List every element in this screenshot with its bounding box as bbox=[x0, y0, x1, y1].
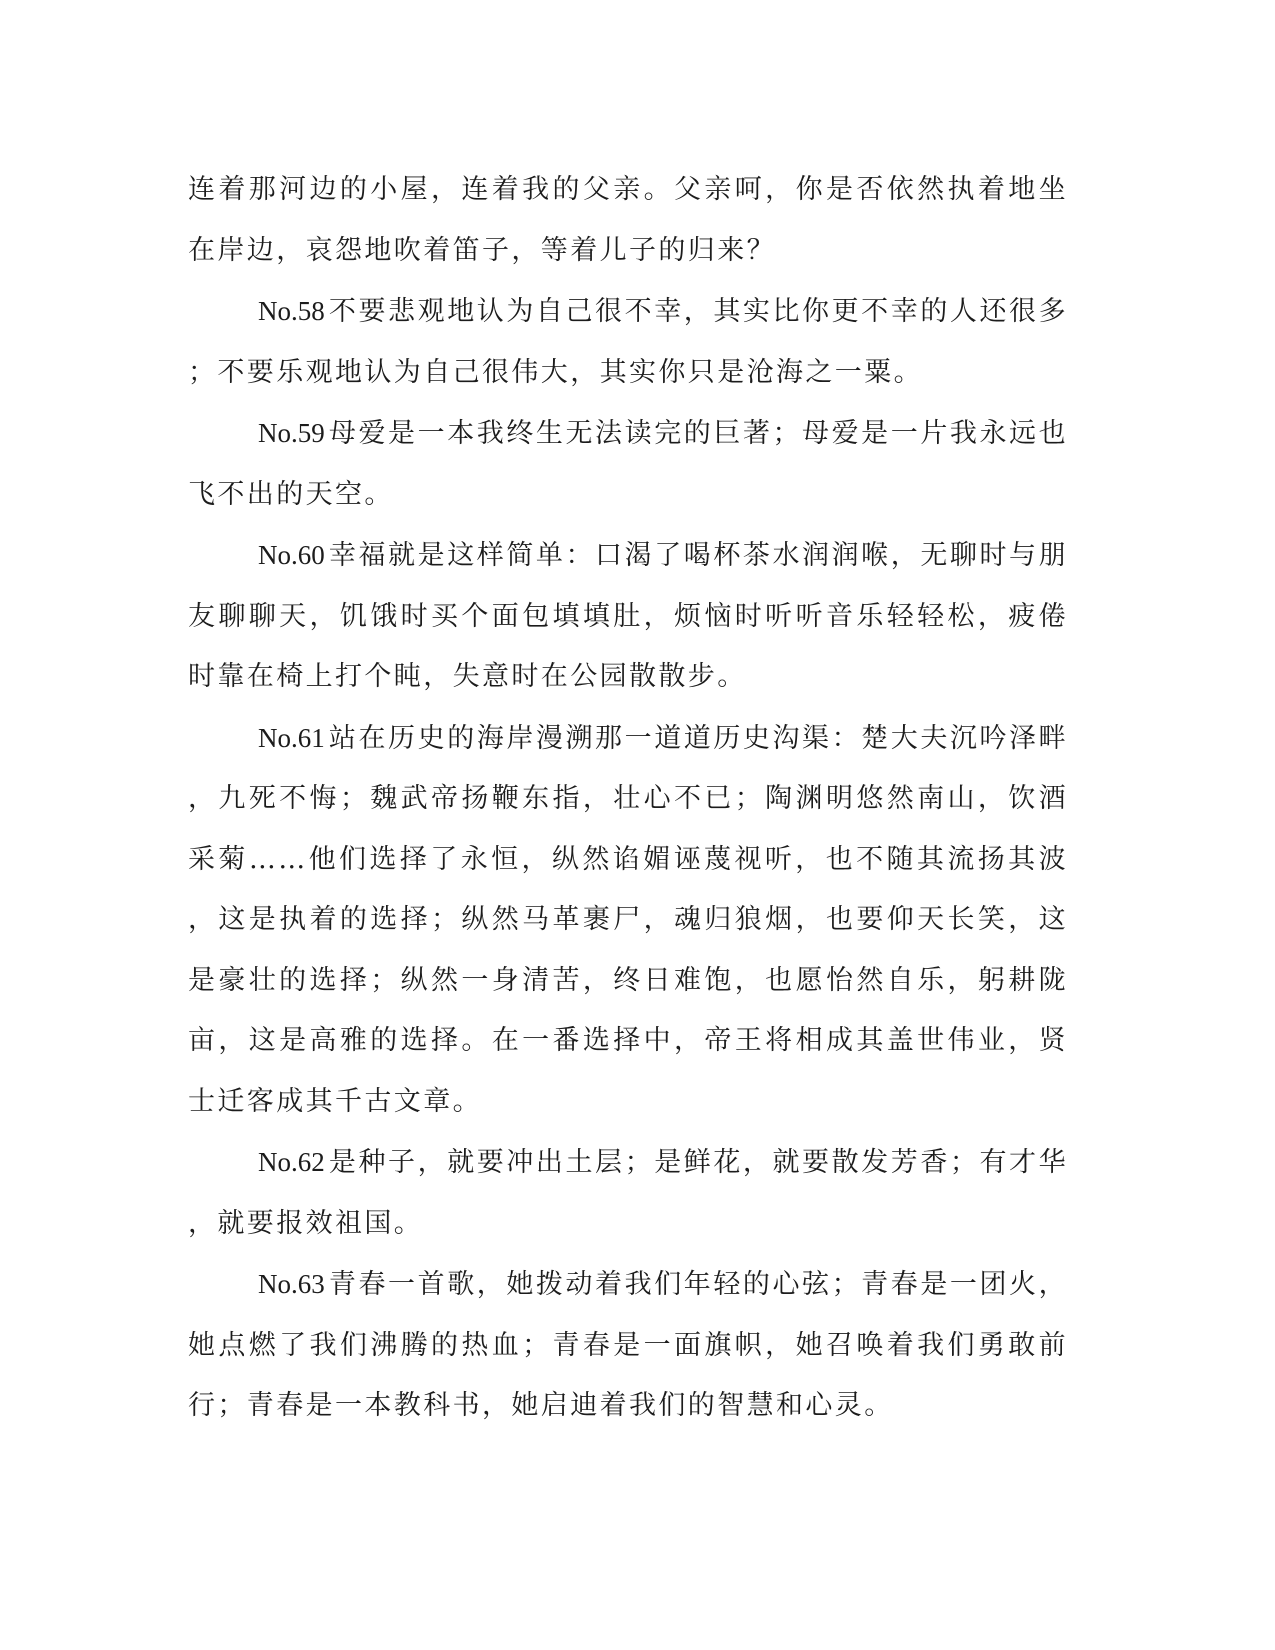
paragraph-text: 不要悲观地认为自己很不幸，其实比你更不幸的人还很多；不要乐观地认为自己很伟大，其实你只是沧海之一粟。 bbox=[188, 296, 1068, 388]
paragraph-number: No.62 bbox=[258, 1147, 325, 1177]
paragraph-text: 站在历史的海岸漫溯那一道道历史沟渠：楚大夫沉吟泽畔，九死不悔；魏武帝扬鞭东指，壮心不已；陶渊明悠然南山，饮酒采菊……他们选择了永恒，纵然谄媚诬蔑视听，也不随其流扬其波，这是执着的选择；纵然马革裹尸，魂归狼烟，也要仰天长笑，这是豪壮的选择；纵然一身清苦，终日难饱，也愿怡然自乐，躬耕陇亩，这是高雅的选择。在一番选择中，帝王将相成其盖世伟业，贤士迁客成其千古文章。 bbox=[188, 722, 1068, 1117]
paragraph-text: 连着那河边的小屋，连着我的父亲。父亲呵，你是否依然执着地坐在岸边，哀怨地吹着笛子，等着儿子的归来？ bbox=[188, 174, 1068, 266]
paragraph-text: 是种子，就要冲出土层；是鲜花，就要散发芳香；有才华，就要报效祖国。 bbox=[188, 1147, 1068, 1239]
paragraph-number: No.59 bbox=[258, 418, 325, 448]
document-body bbox=[188, 160, 1068, 1437]
paragraph-number: No.58 bbox=[258, 296, 325, 326]
paragraph-no63 bbox=[188, 1254, 1068, 1437]
paragraph-number: No.61 bbox=[258, 722, 325, 753]
paragraph-no58 bbox=[188, 281, 1068, 403]
paragraph-number: No.60 bbox=[258, 540, 325, 570]
paragraph-no62 bbox=[188, 1132, 1068, 1254]
paragraph-text: 幸福就是这样简单：口渴了喝杯茶水润润喉，无聊时与朋友聊聊天，饥饿时买个面包填填肚，烦恼时听听音乐轻轻松，疲倦时靠在椅上打个盹，失意时在公园散散步。 bbox=[188, 540, 1068, 692]
paragraph-text: 青春一首歌，她拨动着我们年轻的心弦；青春是一团火，她点燃了我们沸腾的热血；青春是一面旗帜，她召唤着我们勇敢前行；青春是一本教科书，她启迪着我们的智慧和心灵。 bbox=[188, 1269, 1068, 1421]
paragraph-number: No.63 bbox=[258, 1269, 325, 1299]
paragraph-no59 bbox=[188, 403, 1068, 525]
paragraph-no60 bbox=[188, 525, 1068, 708]
paragraph-no61 bbox=[188, 708, 1068, 1133]
paragraph-continued bbox=[188, 160, 1068, 281]
paragraph-text: 母爱是一本我终生无法读完的巨著；母爱是一片我永远也飞不出的天空。 bbox=[188, 418, 1068, 510]
